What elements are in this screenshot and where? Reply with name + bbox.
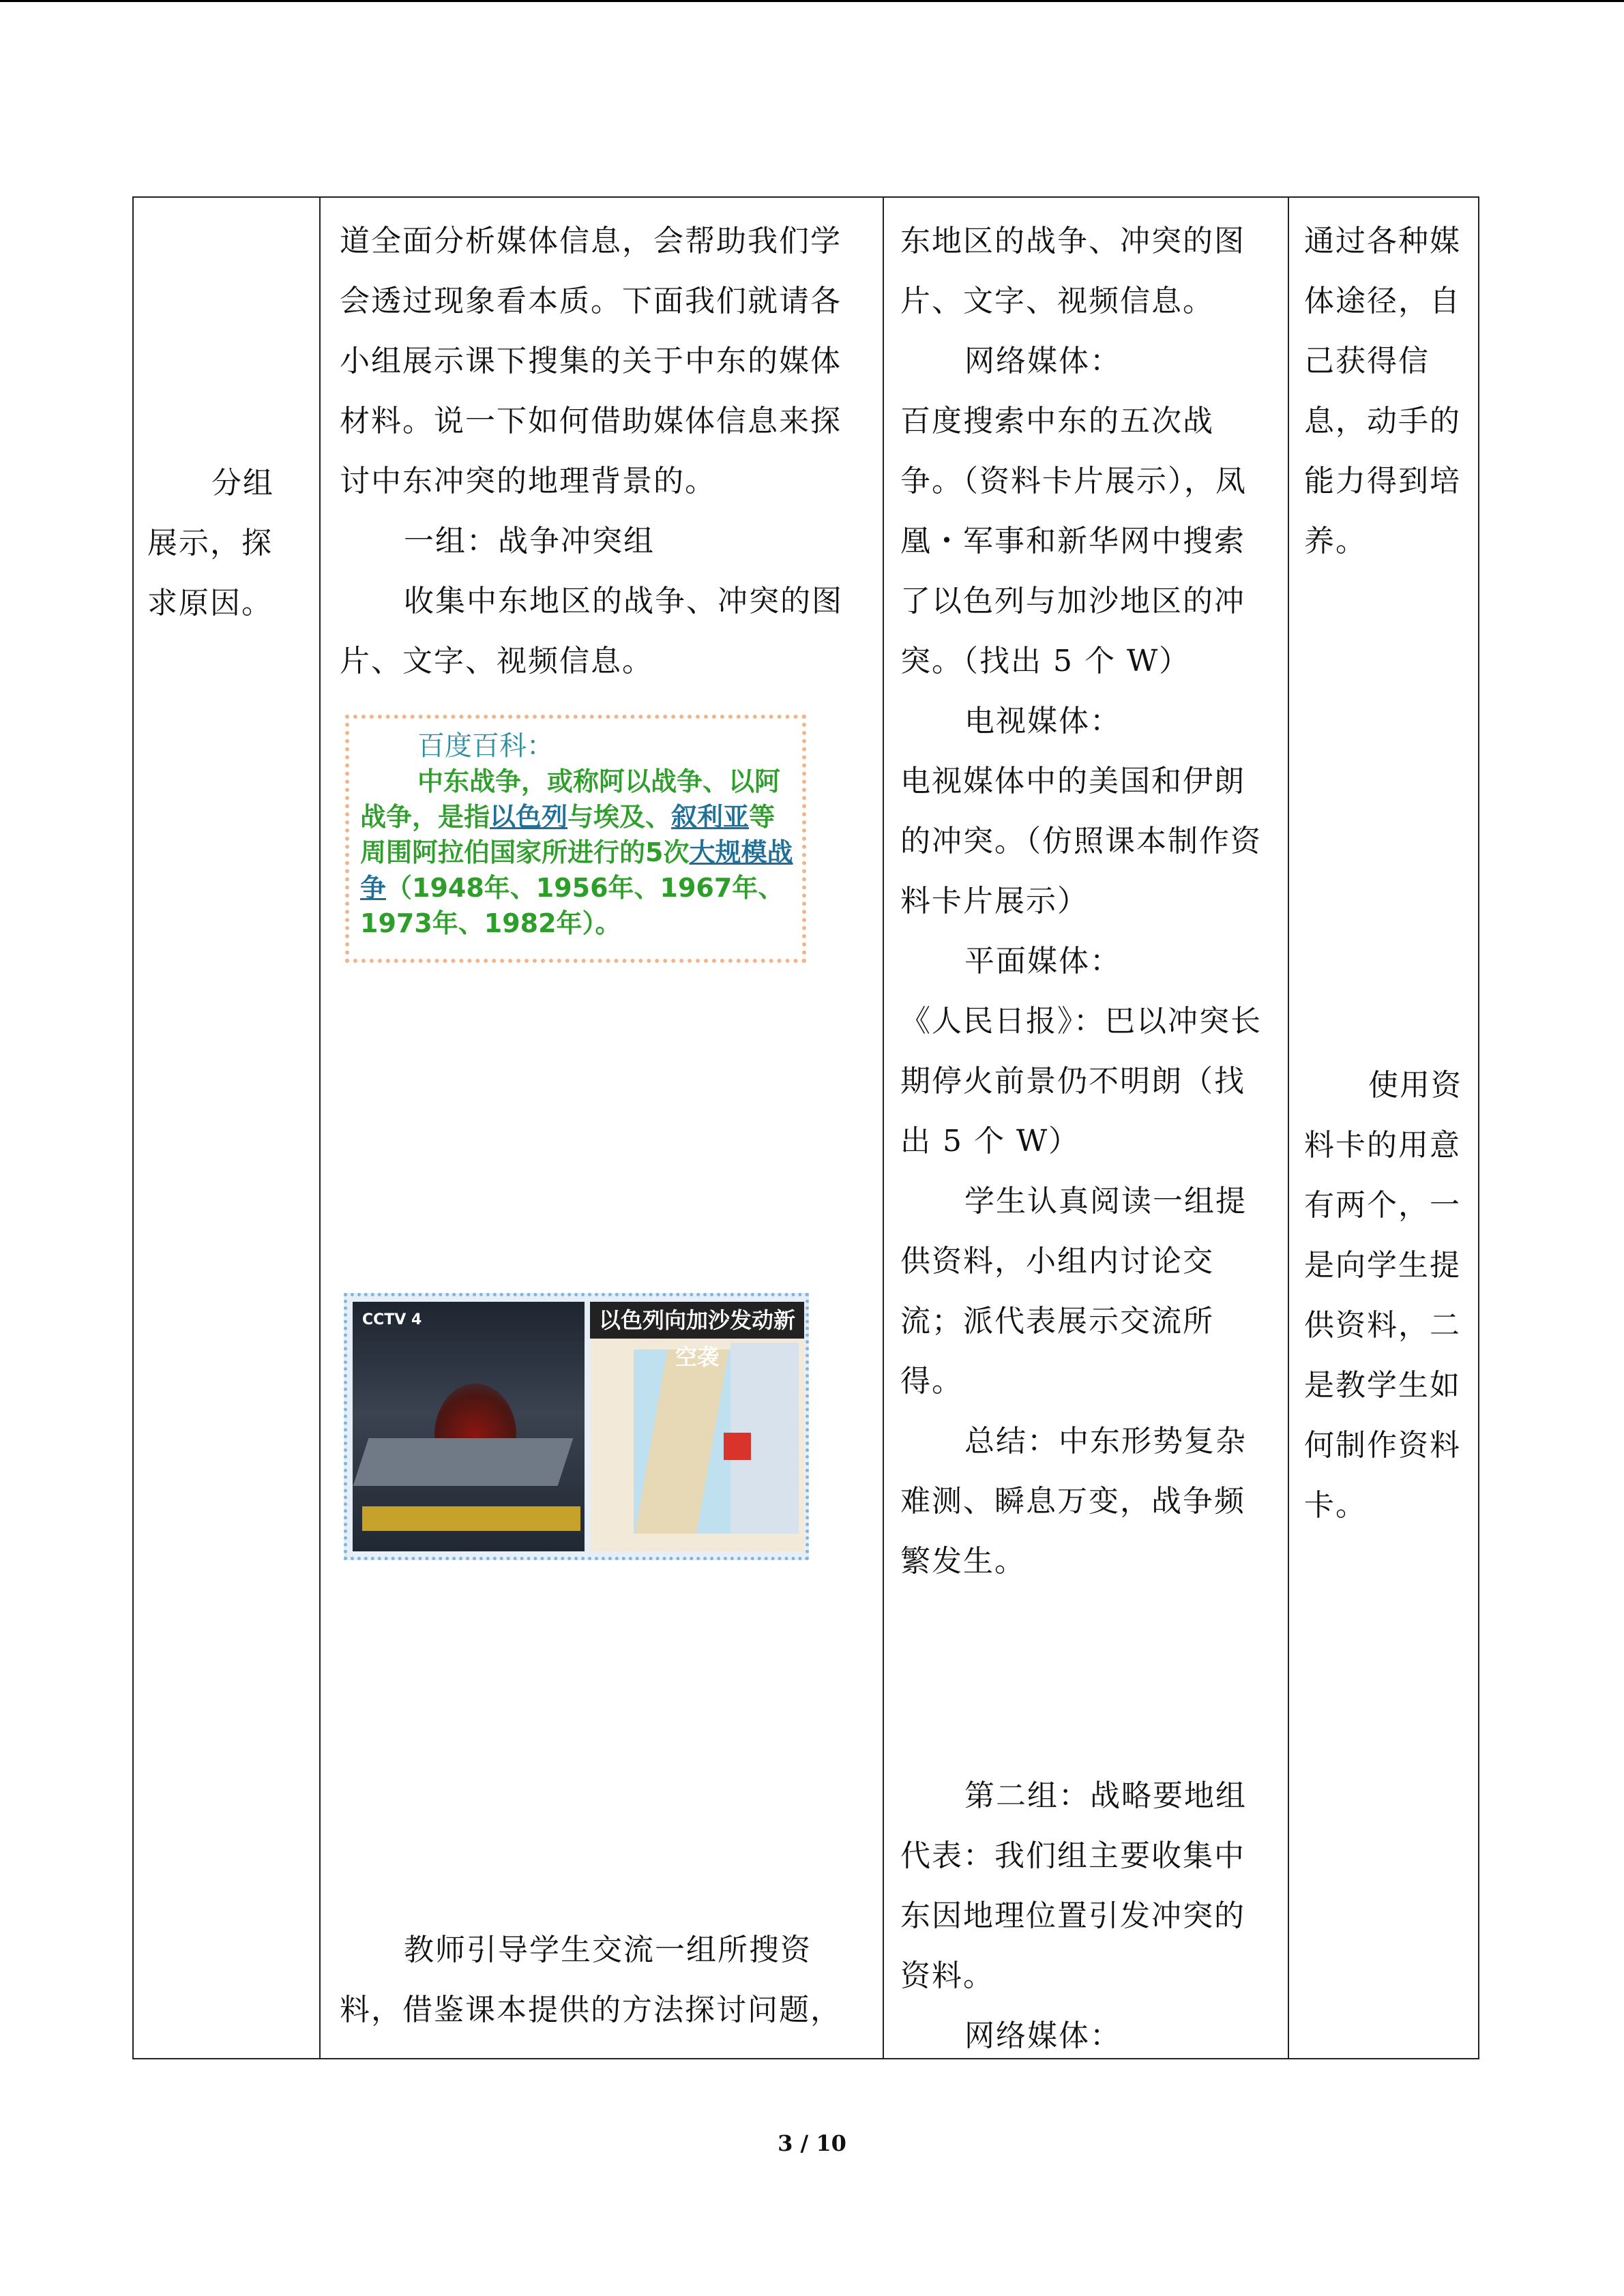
link-syria[interactable]: 叙利亚 (671, 802, 750, 832)
stage-text (134, 198, 319, 633)
link-large-scale-war[interactable]: 大规模战争 (360, 837, 793, 903)
page-number: 3 / 10 (778, 2130, 846, 2156)
student-para-10: 第二组：战略要地组代表：我们组主要收集中东因地理位置引发冲突的资料。 (900, 1778, 1247, 1993)
lesson-table (132, 196, 1479, 2059)
teacher-activity-cell (320, 197, 883, 2059)
baike-info-card (345, 715, 806, 963)
teacher-para-2: 一组：战争冲突组 (404, 524, 655, 558)
baike-text-3: 等周围阿拉伯国家所进行的5次 (360, 802, 776, 867)
link-israel[interactable]: 以色列 (490, 802, 568, 832)
student-para-4: 电视媒体： (964, 704, 1121, 739)
student-para-8: 学生认真阅读一组提供资料，小组内讨论交流；派代表展示交流所得。 (900, 1184, 1247, 1399)
top-border-line (0, 0, 1624, 2)
student-para-1: 东地区的战争、冲突的图片、文字、视频信息。 (900, 224, 1245, 318)
stage-cell (133, 197, 320, 2059)
stage-line-2: 展示，探 (147, 526, 273, 561)
student-para-3: 百度搜索中东的五次战争。（资料卡片展示），凤凰・军事和新华网中搜索了以色列与加沙地区的冲突。（找出 5 个 W） (900, 404, 1247, 679)
student-para-5: 电视媒体中的美国和伊朗的冲突。（仿照课本制作资料卡片展示） (900, 764, 1262, 919)
design-intent-cell (1288, 197, 1479, 2059)
news-headline: 以色列向加沙发动新空袭 (590, 1302, 804, 1339)
teacher-para-1: 道全面分析媒体信息，会帮助我们学会透过现象看本质。下面我们就请各小组展示课下搜集的关于中东的媒体材料。说一下如何借助媒体信息来探讨中东冲突的地理背景的。 (340, 224, 842, 498)
student-para-2: 网络媒体： (964, 344, 1121, 378)
student-para-7: 《人民日报》：巴以冲突长期停火前景仍不明朗（找出 5 个 W） (900, 1004, 1262, 1159)
intent-para-1: 通过各种媒体途径，自己获得信息，动手的能力得到培养。 (1304, 224, 1461, 558)
stage-line-1: 分组 (211, 466, 274, 501)
baike-text-4: （1948年、1956年、1967年、1973年、1982年）。 (360, 873, 784, 938)
student-para-11: 网络媒体： (964, 2018, 1121, 2053)
teacher-para-4: 教师引导学生交流一组所搜资料，借鉴课本提供的方法探讨问题， (340, 1933, 842, 2027)
aircraft-carrier-image (353, 1302, 585, 1551)
gaza-map-image (590, 1302, 804, 1551)
baike-text-1: 中东战争，或称阿以战争、以阿战争，是指 (360, 766, 781, 832)
baike-title: 百度百科： (417, 730, 554, 762)
table-row (133, 197, 1479, 2059)
cctv-logo: CCTV 4 (362, 1311, 422, 1328)
stage-line-3: 求原因。 (147, 586, 273, 621)
student-para-6: 平面媒体： (964, 944, 1121, 979)
student-activity-cell (883, 197, 1288, 2059)
news-photo (344, 1293, 809, 1560)
baike-text-2: 与埃及、 (567, 802, 672, 832)
baike-body (360, 764, 794, 941)
teacher-para-3: 收集中东地区的战争、冲突的图片、文字、视频信息。 (340, 584, 843, 679)
intent-para-2: 使用资料卡的用意有两个，一是向学生提供资料，二是教学生如何制作资料卡。 (1304, 1068, 1462, 1523)
student-para-9: 总结：中东形势复杂难测、瞬息万变，战争频繁发生。 (900, 1424, 1247, 1579)
